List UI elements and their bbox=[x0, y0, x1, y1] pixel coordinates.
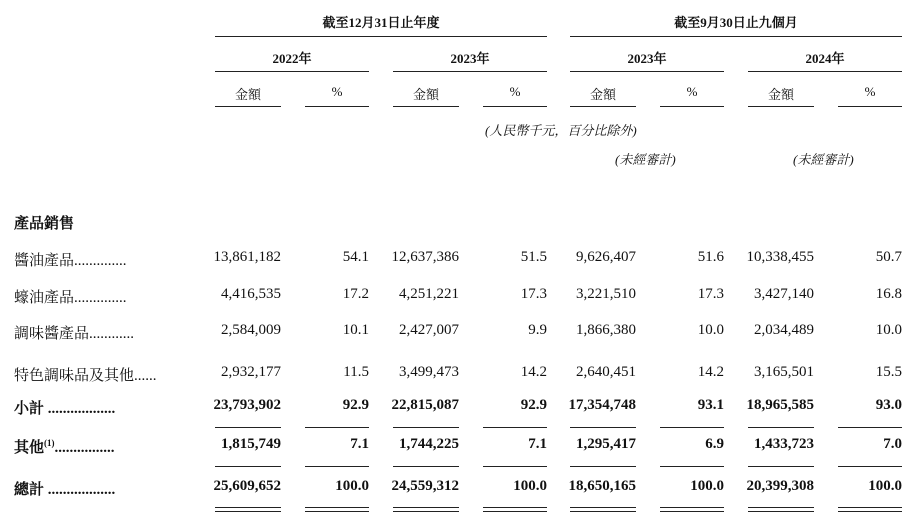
section-title: 產品銷售 bbox=[14, 216, 75, 232]
amount-header: 金額 bbox=[234, 87, 261, 102]
table-cell: 10.0 bbox=[875, 322, 902, 338]
table-cell: 17.3 bbox=[697, 286, 724, 302]
table-cell: 13,861,182 bbox=[213, 249, 281, 265]
row-label-text: 醬油產品.............. bbox=[14, 253, 127, 269]
percent-header-rule bbox=[660, 106, 724, 107]
row-label-text: 蠔油產品.............. bbox=[14, 290, 127, 306]
group1-title: 截至12月31日止年度 bbox=[322, 15, 440, 30]
table-cell: 100.0 bbox=[513, 478, 547, 494]
table-cell: 10,338,455 bbox=[746, 249, 814, 265]
year-2024-label: 2024年 bbox=[805, 51, 845, 66]
table-cell: 2,932,177 bbox=[221, 364, 281, 380]
year-2024-rule bbox=[748, 71, 902, 72]
total-double-rule bbox=[660, 507, 724, 512]
table-cell: 15.5 bbox=[875, 364, 902, 380]
table-cell: 100.0 bbox=[690, 478, 724, 494]
subtotal-rule bbox=[748, 427, 814, 428]
table-cell: 18,650,165 bbox=[568, 478, 636, 494]
percent-header: % bbox=[331, 84, 343, 99]
row-label bbox=[14, 322, 134, 343]
table-cell: 17,354,748 bbox=[568, 397, 636, 413]
amount-header-rule bbox=[570, 106, 636, 107]
amount-header-rule bbox=[748, 106, 814, 107]
table-cell: 51.5 bbox=[520, 249, 547, 265]
table-cell: 50.7 bbox=[875, 249, 902, 265]
total-double-rule bbox=[570, 507, 636, 512]
group2-title: 截至9月30日止九個月 bbox=[674, 15, 798, 30]
table-cell: 4,251,221 bbox=[399, 286, 459, 302]
table-cell: 1,295,417 bbox=[576, 436, 636, 452]
amount-header-rule bbox=[393, 106, 459, 107]
unaudited-note-1: (未經審計) bbox=[615, 152, 676, 167]
row-label bbox=[14, 397, 115, 418]
year-2022-label: 2022年 bbox=[272, 51, 312, 66]
percent-header-rule bbox=[483, 106, 547, 107]
percent-header: % bbox=[864, 84, 876, 99]
table-cell: 23,793,902 bbox=[213, 397, 281, 413]
row-label-text: 小計 .................. bbox=[14, 401, 116, 417]
subtotal-rule bbox=[570, 427, 636, 428]
table-cell: 93.1 bbox=[697, 397, 724, 413]
group2-rule bbox=[570, 36, 902, 37]
table-cell: 22,815,087 bbox=[391, 397, 459, 413]
table-cell: 1,744,225 bbox=[399, 436, 459, 452]
table-cell: 17.3 bbox=[520, 286, 547, 302]
subtotal-rule bbox=[215, 466, 281, 467]
table-cell: 92.9 bbox=[342, 397, 369, 413]
table-cell: 2,034,489 bbox=[754, 322, 814, 338]
year-2023a-rule bbox=[393, 71, 547, 72]
unaudited-note-2: (未經審計) bbox=[793, 152, 854, 167]
amount-header: 金額 bbox=[589, 87, 616, 102]
table-cell: 10.0 bbox=[697, 322, 724, 338]
table-cell: 93.0 bbox=[875, 397, 902, 413]
table-cell: 1,815,749 bbox=[221, 436, 281, 452]
total-double-rule bbox=[305, 507, 369, 512]
row-label bbox=[14, 286, 127, 307]
row-label-text: 總計 .................. bbox=[14, 482, 116, 498]
table-cell: 4,416,535 bbox=[221, 286, 281, 302]
table-cell: 10.1 bbox=[342, 322, 369, 338]
table-cell: 3,499,473 bbox=[399, 364, 459, 380]
footnote-marker: (1) bbox=[44, 438, 55, 448]
subtotal-rule bbox=[660, 427, 724, 428]
table-cell: 7.1 bbox=[350, 436, 369, 452]
subtotal-rule bbox=[748, 466, 814, 467]
table-cell: 2,427,007 bbox=[399, 322, 459, 338]
subtotal-rule bbox=[838, 466, 902, 467]
amount-header: 金額 bbox=[767, 87, 794, 102]
subtotal-rule bbox=[393, 466, 459, 467]
subtotal-rule bbox=[215, 427, 281, 428]
total-double-rule bbox=[215, 507, 281, 512]
row-label bbox=[14, 436, 115, 457]
table-cell: 100.0 bbox=[868, 478, 902, 494]
row-label bbox=[14, 478, 115, 499]
table-cell: 18,965,585 bbox=[746, 397, 814, 413]
total-double-rule bbox=[483, 507, 547, 512]
table-cell: 6.9 bbox=[705, 436, 724, 452]
table-cell: 3,427,140 bbox=[754, 286, 814, 302]
table-cell: 25,609,652 bbox=[213, 478, 281, 494]
subtotal-rule bbox=[305, 466, 369, 467]
subtotal-rule bbox=[483, 466, 547, 467]
table-cell: 11.5 bbox=[343, 364, 369, 380]
year-2023a-label: 2023年 bbox=[450, 51, 490, 66]
table-cell: 92.9 bbox=[520, 397, 547, 413]
unit-note: (人民幣千元，百分比除外) bbox=[485, 123, 637, 138]
table-cell: 3,165,501 bbox=[754, 364, 814, 380]
year-2023b-label: 2023年 bbox=[627, 51, 667, 66]
subtotal-rule bbox=[393, 427, 459, 428]
table-cell: 100.0 bbox=[335, 478, 369, 494]
subtotal-rule bbox=[660, 466, 724, 467]
row-label-text: 其他 bbox=[14, 440, 45, 456]
percent-header: % bbox=[509, 84, 521, 99]
percent-header: % bbox=[686, 84, 698, 99]
row-label-text: 調味醬產品............ bbox=[14, 326, 135, 342]
group1-rule bbox=[215, 36, 547, 37]
table-cell: 14.2 bbox=[697, 364, 724, 380]
row-label-dots: ................ bbox=[54, 440, 115, 456]
table-cell: 17.2 bbox=[342, 286, 369, 302]
table-cell: 3,221,510 bbox=[576, 286, 636, 302]
table-cell: 2,640,451 bbox=[576, 364, 636, 380]
table-cell: 7.1 bbox=[528, 436, 547, 452]
total-double-rule bbox=[393, 507, 459, 512]
subtotal-rule bbox=[483, 427, 547, 428]
amount-header-rule bbox=[215, 106, 281, 107]
table-cell: 54.1 bbox=[342, 249, 369, 265]
table-cell: 16.8 bbox=[875, 286, 902, 302]
table-cell: 14.2 bbox=[520, 364, 547, 380]
amount-header: 金額 bbox=[412, 87, 439, 102]
table-cell: 1,433,723 bbox=[754, 436, 814, 452]
row-label bbox=[14, 364, 157, 385]
table-cell: 9,626,407 bbox=[576, 249, 636, 265]
table-cell: 24,559,312 bbox=[391, 478, 459, 494]
row-label bbox=[14, 249, 127, 270]
percent-header-rule bbox=[838, 106, 902, 107]
subtotal-rule bbox=[305, 427, 369, 428]
table-cell: 1,866,380 bbox=[576, 322, 636, 338]
percent-header-rule bbox=[305, 106, 369, 107]
row-label-text: 特色調味品及其他...... bbox=[14, 368, 157, 384]
year-2022-rule bbox=[215, 71, 369, 72]
table-cell: 7.0 bbox=[883, 436, 902, 452]
total-double-rule bbox=[748, 507, 814, 512]
year-2023b-rule bbox=[570, 71, 724, 72]
table-cell: 2,584,009 bbox=[221, 322, 281, 338]
subtotal-rule bbox=[570, 466, 636, 467]
total-double-rule bbox=[838, 507, 902, 512]
table-cell: 9.9 bbox=[528, 322, 547, 338]
table-cell: 12,637,386 bbox=[391, 249, 459, 265]
subtotal-rule bbox=[838, 427, 902, 428]
table-cell: 51.6 bbox=[697, 249, 724, 265]
table-cell: 20,399,308 bbox=[746, 478, 814, 494]
